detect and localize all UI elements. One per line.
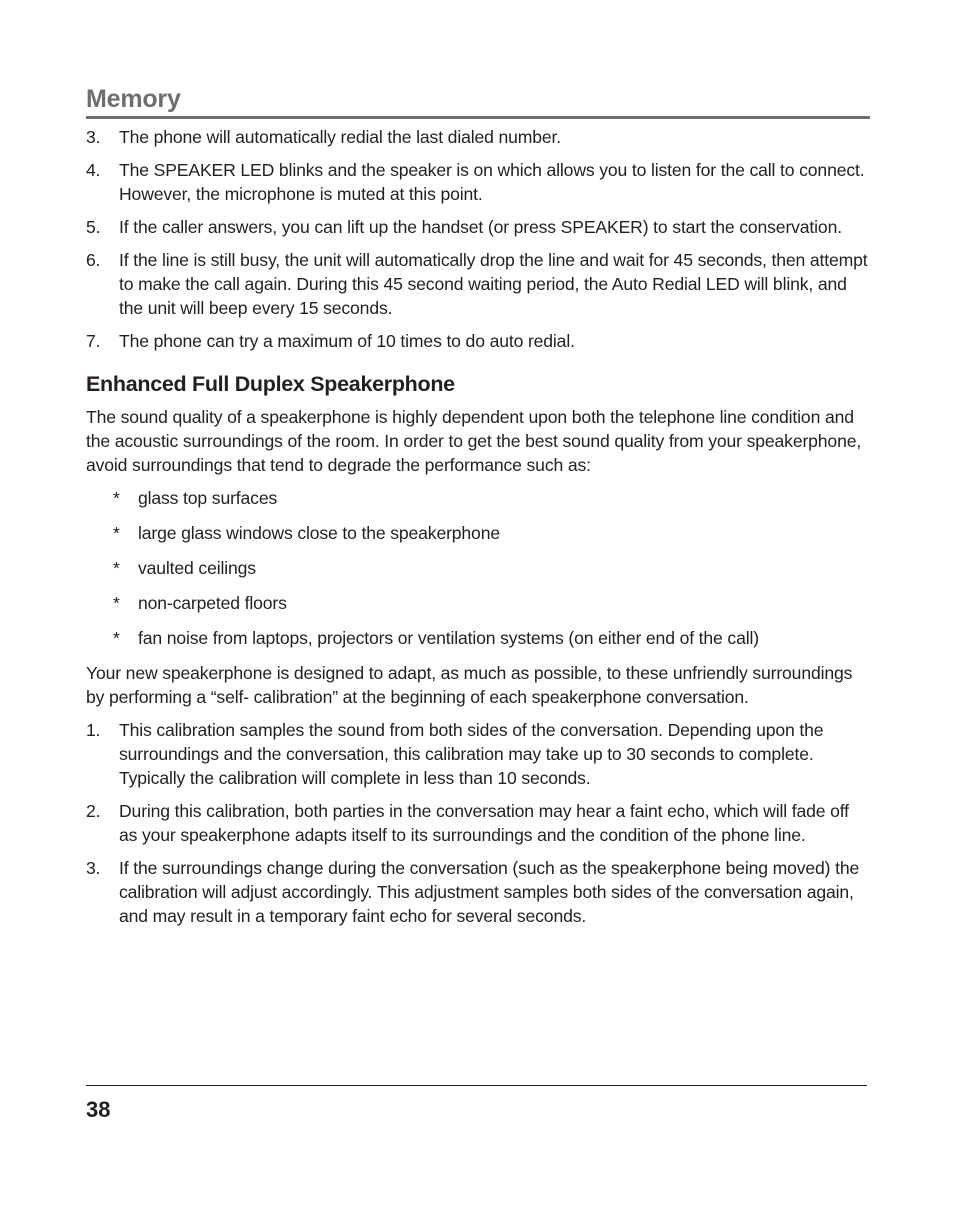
step-text: If the surroundings change during the conversation (such as the speakerphone being moved) the calibration will adjust accordingly. This adjustment samples both sides of the conversation again, and may result in a temporary faint echo for several seconds. — [119, 858, 860, 926]
step-number: 7. — [86, 331, 101, 351]
adapt-paragraph: Your new speakerphone is designed to adapt, as much as possible, to these unfriendly surroundings by performing a “self- calibration” at the beginning of each speakerphone conversation. — [86, 663, 853, 707]
step-number: 3. — [86, 127, 101, 147]
step-text: If the caller answers, you can lift up the handset (or press SPEAKER) to start the conservation. — [119, 217, 842, 237]
list-item — [86, 626, 870, 650]
step-text: This calibration samples the sound from both sides of the conversation. Depending upon the surroundings and the conversation, this calibration may take up to 30 seconds to complete. Typically the calibration will complete in less than 10 seconds. — [119, 720, 824, 788]
list-item — [86, 799, 870, 847]
page-title: Memory — [86, 85, 181, 113]
surroundings-list — [86, 486, 870, 650]
step-number: 6. — [86, 250, 101, 270]
footer-rule — [86, 1085, 867, 1086]
step-text: If the line is still busy, the unit will automatically drop the line and wait for 45 seconds, then attempt to make the call again. During this 45 second waiting period, the Auto Redial LED will blink, and the unit will beep every 15 seconds. — [119, 250, 868, 318]
list-item — [86, 215, 870, 239]
step-number: 1. — [86, 720, 101, 740]
bullet-text: non-carpeted floors — [138, 593, 287, 613]
redial-steps-list — [86, 125, 870, 353]
calibration-steps-list — [86, 718, 870, 928]
list-item — [86, 521, 870, 545]
step-number: 5. — [86, 217, 101, 237]
bullet-marker: * — [113, 593, 120, 613]
intro-paragraph: The sound quality of a speakerphone is highly dependent upon both the telephone line condition and the acoustic surroundings of the room. In order to get the best sound quality from your speakerphone, avoid surroundings that tend to degrade the performance such as: — [86, 407, 862, 475]
bullet-marker: * — [113, 523, 120, 543]
list-item — [86, 856, 870, 928]
list-item — [86, 591, 870, 615]
list-item — [86, 248, 870, 320]
page-content — [86, 84, 870, 937]
step-text: The phone can try a maximum of 10 times to do auto redial. — [119, 331, 575, 351]
bullet-text: large glass windows close to the speakerphone — [138, 523, 500, 543]
step-text: The phone will automatically redial the last dialed number. — [119, 127, 561, 147]
list-item — [86, 158, 870, 206]
bullet-text: glass top surfaces — [138, 488, 278, 508]
bullet-marker: * — [113, 628, 120, 648]
page-number: 38 — [86, 1097, 111, 1122]
bullet-marker: * — [113, 488, 120, 508]
step-text: The SPEAKER LED blinks and the speaker is on which allows you to listen for the call to connect. However, the microphone is muted at this point. — [119, 160, 865, 204]
step-number: 4. — [86, 160, 101, 180]
bullet-text: vaulted ceilings — [138, 558, 256, 578]
list-item — [86, 329, 870, 353]
list-item — [86, 486, 870, 510]
section-heading: Enhanced Full Duplex Speakerphone — [86, 372, 455, 396]
step-number: 2. — [86, 801, 101, 821]
title-rule — [86, 116, 870, 119]
step-text: During this calibration, both parties in the conversation may hear a faint echo, which will fade off as your speakerphone adapts itself to its surroundings and the condition of the phone line. — [119, 801, 849, 845]
bullet-marker: * — [113, 558, 120, 578]
list-item — [86, 718, 870, 790]
bullet-text: fan noise from laptops, projectors or ventilation systems (on either end of the call) — [138, 628, 759, 648]
list-item — [86, 125, 870, 149]
list-item — [86, 556, 870, 580]
step-number: 3. — [86, 858, 101, 878]
